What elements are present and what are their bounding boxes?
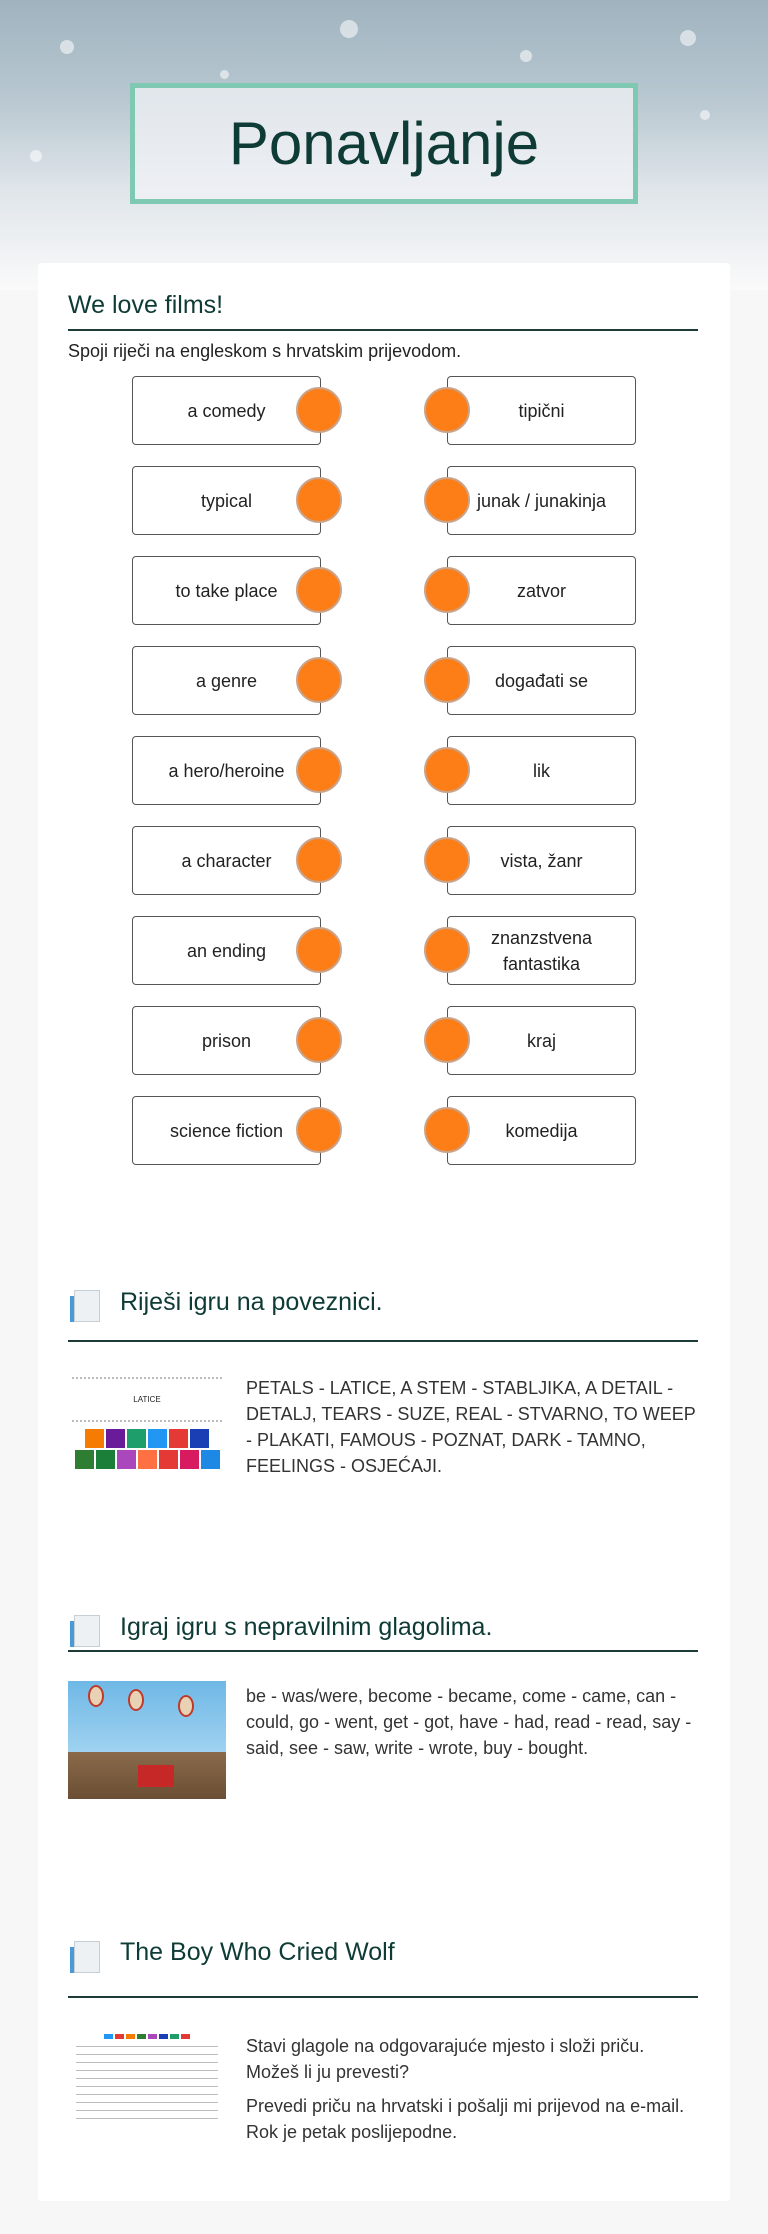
section-title[interactable]: Igraj igru s nepravilnim glagolima.	[120, 1613, 493, 1641]
connector-dot[interactable]	[424, 567, 470, 613]
match-right-item[interactable]	[447, 466, 636, 535]
match-left-item[interactable]	[132, 556, 321, 625]
match-left-label: prison	[201, 1030, 252, 1051]
game-thumbnail[interactable]	[68, 1373, 226, 1483]
match-left-item[interactable]	[132, 376, 321, 445]
match-right-item[interactable]	[447, 1006, 636, 1075]
content-card	[38, 263, 730, 2201]
section-title[interactable]: Riješi igru na poveznici.	[120, 1288, 383, 1316]
match-left-item[interactable]	[132, 646, 321, 715]
match-right-label: tipični	[518, 400, 565, 421]
connector-dot[interactable]	[296, 567, 342, 613]
match-left-item[interactable]	[132, 466, 321, 535]
section-text: PETALS - LATICE, A STEM - STABLJIKA, A DETAIL - DETALJ, TEARS - SUZE, REAL - STVARNO, TO WEEP - PLAKATI, FAMOUS - POZNAT, DARK - TAMNO, FEELINGS - OSJEĆAJI.	[246, 1378, 696, 1476]
divider	[68, 1340, 698, 1342]
match-left-label: an ending	[186, 940, 267, 961]
match-left-item[interactable]	[132, 1096, 321, 1165]
match-right-item[interactable]	[447, 736, 636, 805]
connector-dot[interactable]	[424, 747, 470, 793]
match-instruction: Spoji riječi na engleskom s hrvatskim prijevodom.	[68, 341, 462, 361]
match-right-label: vista, žanr	[500, 850, 583, 871]
match-left-label: a genre	[195, 670, 258, 691]
match-left-item[interactable]	[132, 826, 321, 895]
match-right-label: zatvor	[516, 580, 567, 601]
divider	[68, 329, 698, 331]
section-text: Stavi glagole na odgovarajuće mjesto i složi priču. Možeš li ju prevesti?	[246, 2036, 645, 2082]
document-icon	[68, 1615, 100, 1649]
match-left-label: science fiction	[169, 1120, 284, 1141]
connector-dot[interactable]	[424, 1107, 470, 1153]
header-banner	[0, 0, 768, 290]
match-right-item[interactable]	[447, 376, 636, 445]
worksheet-thumbnail[interactable]	[68, 2031, 226, 2136]
match-right-label: komedija	[505, 1120, 578, 1141]
match-left-item[interactable]	[132, 916, 321, 985]
connector-dot[interactable]	[424, 477, 470, 523]
page-title: Ponavljanje	[228, 110, 540, 177]
game-thumbnail[interactable]	[68, 1681, 226, 1799]
divider	[68, 1650, 698, 1652]
match-right-label: junak / junakinja	[476, 490, 607, 511]
match-right-item[interactable]	[447, 646, 636, 715]
match-right-item[interactable]	[447, 1096, 636, 1165]
connector-dot[interactable]	[424, 837, 470, 883]
match-right-item[interactable]	[447, 556, 636, 625]
connector-dot[interactable]	[424, 1017, 470, 1063]
match-left-label: a character	[181, 850, 272, 871]
match-right-label: lik	[533, 760, 550, 781]
match-left-label: typical	[200, 490, 253, 511]
match-right-item[interactable]	[447, 916, 636, 985]
match-left-item[interactable]	[132, 1006, 321, 1075]
connector-dot[interactable]	[424, 927, 470, 973]
match-right-label: znanzstvena fantastika	[490, 927, 593, 974]
connector-dot[interactable]	[296, 837, 342, 883]
match-left-label: to take place	[175, 580, 278, 601]
connector-dot[interactable]	[296, 1107, 342, 1153]
match-right-label: kraj	[526, 1030, 556, 1051]
section-text: be - was/were, become - became, come - came, can - could, go - went, get - got, have - had, read - read, say - said, see - saw, write - wrote, buy - bought.	[246, 1686, 692, 1758]
section-text-2: Prevedi priču na hrvatski i pošalji mi prijevod na e-mail. Rok je petak poslijepodne.	[246, 2096, 685, 2142]
match-right-item[interactable]	[447, 826, 636, 895]
match-left-label: a hero/heroine	[168, 760, 285, 781]
thumbnail-label: LATICE	[133, 1395, 161, 1404]
page-title-frame	[130, 83, 638, 204]
match-left-item[interactable]	[132, 736, 321, 805]
document-icon	[68, 1290, 100, 1324]
connector-dot[interactable]	[296, 747, 342, 793]
connector-dot[interactable]	[424, 657, 470, 703]
match-right-label: događati se	[494, 670, 589, 691]
connector-dot[interactable]	[296, 657, 342, 703]
connector-dot[interactable]	[424, 387, 470, 433]
match-left-label: a comedy	[187, 400, 266, 421]
connector-dot[interactable]	[296, 477, 342, 523]
section-title[interactable]: The Boy Who Cried Wolf	[120, 1938, 395, 1966]
match-heading: We love films!	[68, 291, 224, 319]
divider	[68, 1996, 698, 1998]
connector-dot[interactable]	[296, 1017, 342, 1063]
connector-dot[interactable]	[296, 927, 342, 973]
document-icon	[68, 1941, 100, 1975]
connector-dot[interactable]	[296, 387, 342, 433]
